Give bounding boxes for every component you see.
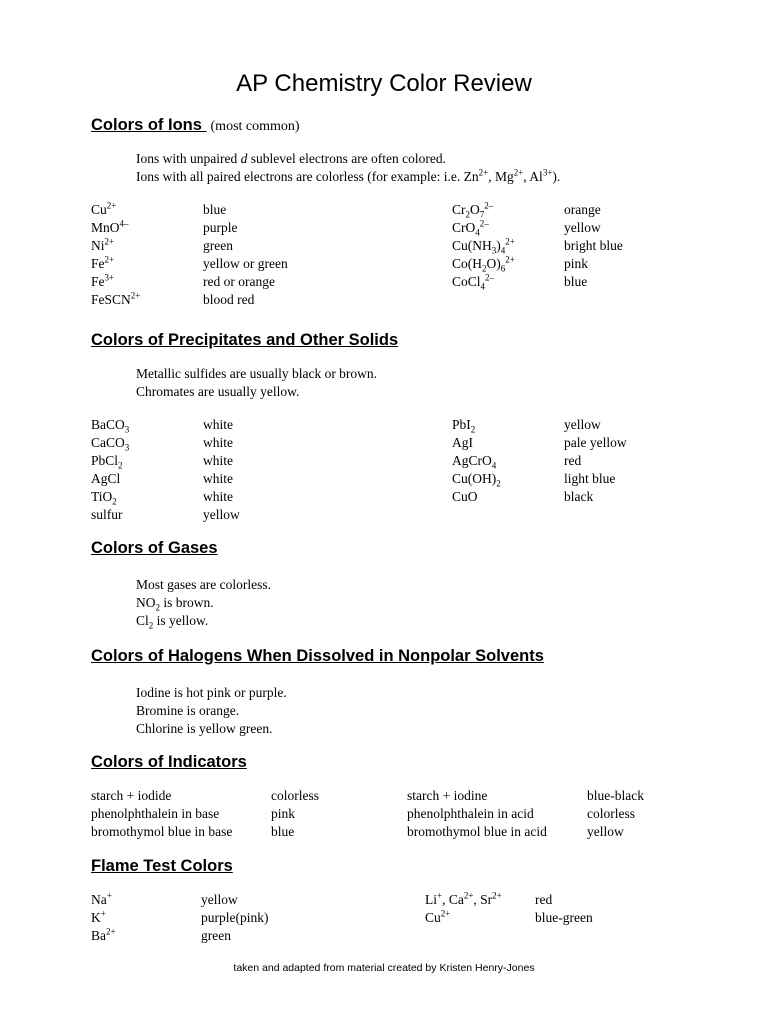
precipitates-b-color: black [564,489,594,504]
precipitates-a-ion: TiO$_2$ [91,489,117,507]
precipitates-row [0,488,768,506]
indicators-heading: Colors of Indicators [91,753,247,771]
ions-intro-line2 [136,168,560,186]
flame-a-color: green [201,928,231,943]
indicators-row [0,805,768,823]
ions-b-ion: CoCl$_4^{2-}$ [452,272,495,292]
halogens-line3: Chlorine is yellow green. [136,721,273,736]
ions-a-ion: $Fe^{2+}$ [91,254,115,271]
precipitates-b-ion: $Cu(OH)_2$ [452,471,501,489]
ions-note: (most common) [210,119,300,134]
flame-a-color: yellow [201,892,238,907]
flame-a-ion: K+ [91,908,106,925]
ions-b-color: yellow [564,220,601,235]
ions-b-ion: $Co(H_2O)_6^{2+}$ [452,254,515,274]
ions-row [0,219,768,237]
ions-b-color: orange [564,202,601,217]
indicators-b-color: blue-black [587,788,644,803]
footer-credit: taken and adapted from material created by Kristen Henry-Jones [233,962,535,974]
ions-heading: Colors of Ions [91,116,202,134]
precipitates-a-color: white [203,453,233,468]
indicators-a-ion: bromothymol blue in base [91,824,233,839]
precipitates-a-ion: BaCO$_3$ [91,417,130,435]
halogens-heading: Colors of Halogens When Dissolved in Nonpolar Solvents [91,647,544,665]
flame-b-ion: Li+, $Ca^{2+}$, $Sr^{2+}$ [425,890,502,907]
flame-row [0,909,768,927]
ions-b-color: bright blue [564,238,623,253]
precipitates-line2: Chromates are usually yellow. [136,384,300,399]
precipitates-b-ion: CuO [452,489,478,504]
halogens-line2: Bromine is orange. [136,703,240,718]
ions-a-color: blood red [203,292,255,307]
precipitates-heading: Colors of Precipitates and Other Solids [91,331,399,349]
ions-a-ion: $Cu^{2+}$ [91,200,117,217]
indicators-a-color: pink [271,806,296,821]
indicators-b-ion: starch + iodine [407,788,488,803]
ions-heading-line [91,116,300,135]
ions-b-ion: $Cr_2O_7^{2-}$ [452,200,494,220]
ions-row [0,201,768,219]
ions-a-color: red or orange [203,274,275,289]
precipitates-row [0,452,768,470]
precipitates-row [0,470,768,488]
precipitates-a-color: white [203,435,233,450]
ions-a-ion: FeSCN$^{2+}$ [91,290,141,307]
precipitates-a-color: white [203,417,233,432]
indicators-b-color: yellow [587,824,624,839]
ions-a-ion: $Fe^{3+}$ [91,272,115,289]
flame-b-color: red [535,892,553,907]
gases-line2: $NO_2$ is brown. [136,595,214,613]
precipitates-b-color: pale yellow [564,435,627,450]
ions-intro1-d: d [240,151,248,166]
indicators-b-ion: phenolphthalein in acid [407,806,534,821]
ions-b-ion: $Cu(NH_3)_4^{2+}$ [452,236,515,256]
flame-heading: Flame Test Colors [91,857,233,875]
gases-heading: Colors of Gases [91,539,218,557]
ions-intro1-post: sublevel electrons are often colored. [247,151,447,166]
precipitates-row [0,506,768,524]
indicators-b-color: colorless [587,806,635,821]
ions-b-ion: CrO$_4^{2-}$ [452,218,489,238]
ions-intro2: Ions with all paired electrons are colorless (for example: i.e. $Zn^{2+}$, $Mg^{2+}$, $Al^{3+}$). [136,167,561,184]
indicators-a-color: blue [271,824,295,839]
page-title: AP Chemistry Color Review [236,70,532,97]
precipitates-row [0,434,768,452]
flame-row [0,891,768,909]
ions-b-color: blue [564,274,588,289]
precipitates-b-ion: AgCrO$_4$ [452,453,497,471]
precipitates-a-color: white [203,489,233,504]
precipitates-line1: Metallic sulfides are usually black or brown. [136,366,378,381]
ions-intro1-pre: Ions with unpaired [136,151,241,166]
precipitates-b-ion: PbI$_2$ [452,417,476,435]
ions-row [0,237,768,255]
flame-a-ion: Na+ [91,890,112,907]
precipitates-b-color: yellow [564,417,601,432]
precipitates-a-color: white [203,471,233,486]
precipitates-a-color: yellow [203,507,240,522]
ions-a-ion: $Ni^{2+}$ [91,236,115,253]
indicators-a-color: colorless [271,788,319,803]
precipitates-a-ion: PbCl$_2$ [91,453,123,471]
indicators-a-ion: starch + iodide [91,788,172,803]
gases-line1: Most gases are colorless. [136,577,271,592]
ions-a-color: green [203,238,233,253]
indicators-b-ion: bromothymol blue in acid [407,824,547,839]
ions-a-ion: MnO$^{4-}$ [91,218,129,235]
flame-a-color: purple(pink) [201,910,269,925]
ions-intro-line1 [136,150,446,168]
precipitates-b-color: red [564,453,582,468]
precipitates-b-color: light blue [564,471,616,486]
ions-a-color: yellow or green [203,256,288,271]
precipitates-a-ion: CaCO$_3$ [91,435,130,453]
precipitates-a-ion: sulfur [91,507,123,522]
ions-row [0,273,768,291]
ions-a-color: purple [203,220,238,235]
indicators-a-ion: phenolphthalein in base [91,806,220,821]
indicators-row [0,787,768,805]
ions-a-color: blue [203,202,227,217]
flame-a-ion: $Ba^{2+}$ [91,926,116,943]
halogens-line1: Iodine is hot pink or purple. [136,685,287,700]
ions-row [0,255,768,273]
precipitates-b-ion: AgI [452,435,473,450]
flame-b-color: blue-green [535,910,593,925]
precipitates-row [0,416,768,434]
flame-b-ion: $Cu^{2+}$ [425,908,451,925]
indicators-row [0,823,768,841]
flame-row [0,927,768,945]
precipitates-a-ion: AgCl [91,471,121,486]
ions-row [0,291,768,309]
gases-line3: $Cl_2$ is yellow. [136,613,209,631]
ions-b-color: pink [564,256,589,271]
